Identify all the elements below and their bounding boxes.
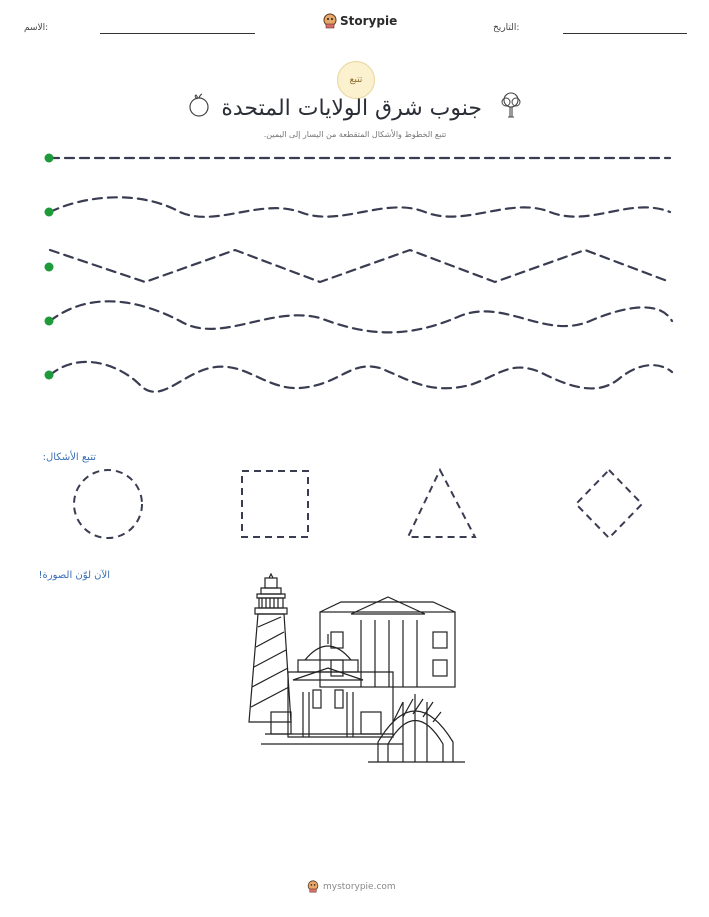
tracing-line-wave-3 <box>50 362 672 392</box>
capitol-building <box>261 634 403 744</box>
date-label: التاريخ: <box>493 23 520 33</box>
coloring-picture[interactable] <box>243 572 468 764</box>
storypie-mascot-icon <box>307 880 319 893</box>
footer-url[interactable]: mystorypie.com <box>323 881 396 892</box>
tracing-lines <box>0 140 709 400</box>
name-field-line[interactable] <box>100 33 255 34</box>
footer <box>307 880 396 893</box>
start-dot <box>45 154 54 163</box>
trace-badge-label: تتبع <box>349 75 363 85</box>
page-title: جنوب شرق الولايات المتحدة <box>221 96 482 121</box>
brand-name: Storypie <box>340 14 398 28</box>
brand-logo <box>323 13 397 29</box>
fruit-icon <box>186 92 212 118</box>
tracing-triangle <box>408 470 475 537</box>
storypie-mascot-icon <box>323 13 337 29</box>
bridge <box>368 694 465 762</box>
start-dot <box>45 263 54 272</box>
start-dot <box>45 208 54 217</box>
color-picture-label: الآن لوّن الصورة! <box>38 570 110 581</box>
page-subtitle: تتبع الخطوط والأشكال المتقطعة من اليسار إلى اليمين. <box>263 130 447 139</box>
tracing-line-wave-1 <box>50 197 670 217</box>
tracing-shapes <box>0 460 709 550</box>
tracing-line-wave-2 <box>50 301 672 332</box>
lighthouse <box>249 574 291 722</box>
tracing-diamond <box>576 470 642 538</box>
mansion <box>320 597 455 687</box>
tree-icon <box>498 90 524 120</box>
trace-shapes-label: تتبع الأشكال: <box>42 452 96 463</box>
tracing-square <box>242 471 308 537</box>
start-dot <box>45 371 54 380</box>
tracing-line-zigzag <box>50 250 670 282</box>
tracing-circle <box>74 470 142 538</box>
trace-badge <box>337 61 375 99</box>
start-dot <box>45 317 54 326</box>
name-label: الاسم: <box>24 23 49 33</box>
date-field-line[interactable] <box>563 33 687 34</box>
